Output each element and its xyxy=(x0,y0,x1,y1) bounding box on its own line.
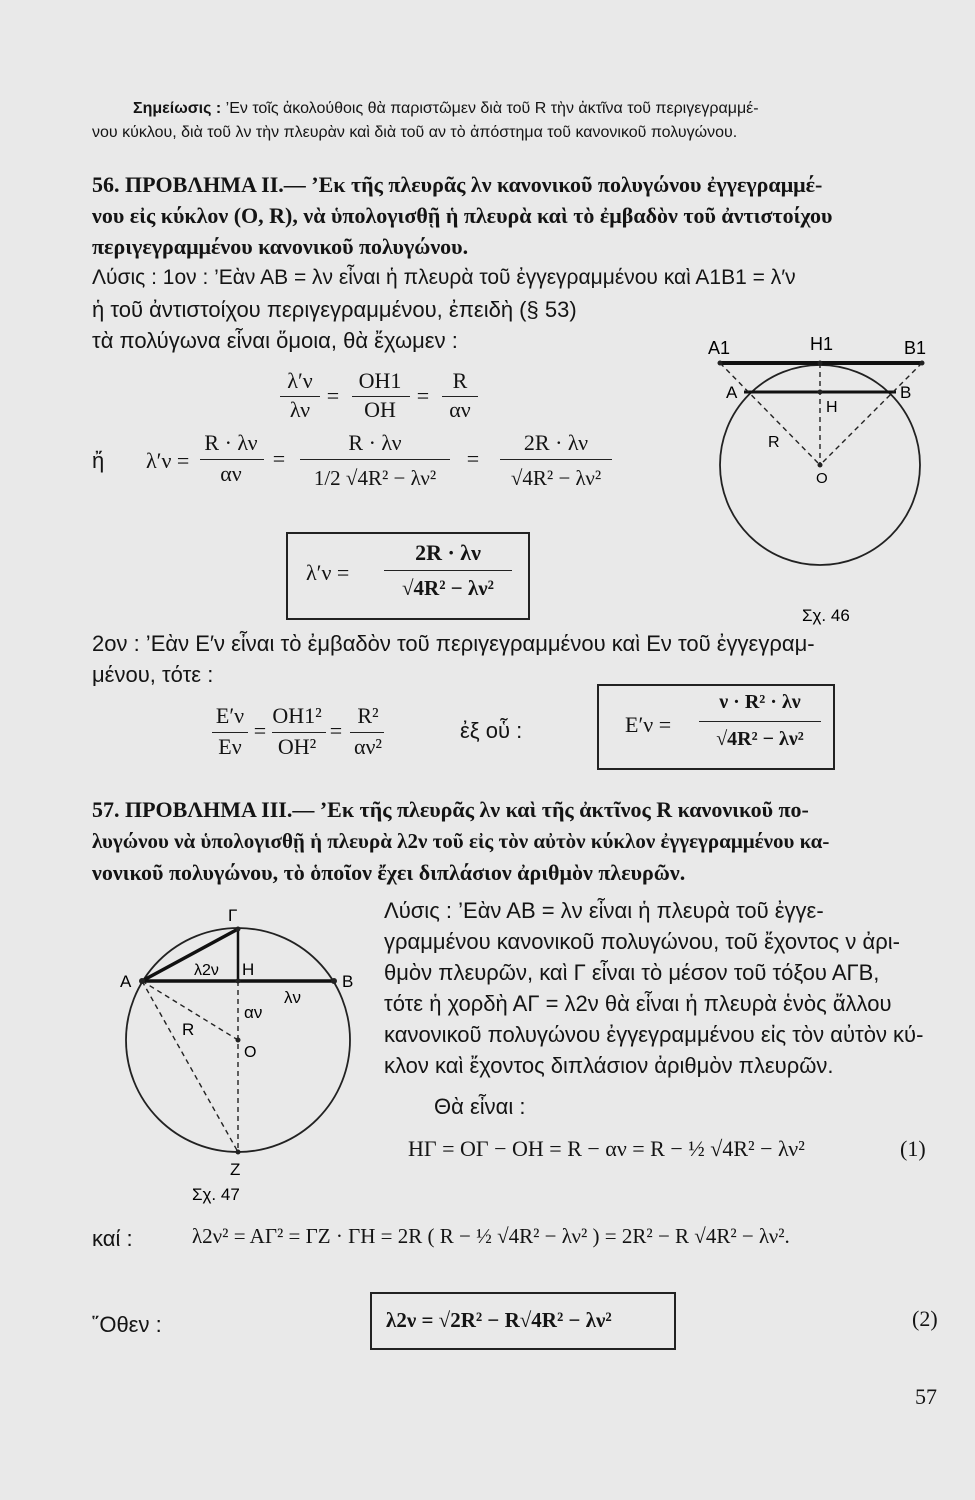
fig46-label: R xyxy=(768,434,780,451)
problem56-solution-3: τὰ πολύγωνα εἶναι ὅμοια, θὰ ἔχωμεν : xyxy=(92,328,458,353)
box1-lhs: λ′ν = xyxy=(306,560,350,585)
fig47-label: λ2ν xyxy=(194,962,219,979)
result-box-lambda2n xyxy=(370,1292,676,1350)
fig47-label: Β xyxy=(342,972,354,991)
problem57-sol-2: γραμμένου κανονικοῦ πολυγώνου, τοῦ ἔχοντος ν ἀρι- xyxy=(384,929,900,954)
ratio-den-1: λν xyxy=(289,397,311,422)
kai-equation: λ2ν² = ΑΓ² = ΓΖ · ΓΗ = 2R ( R − ½ √4R² − λν² ) = 2R² − R √4R² − λν². xyxy=(192,1224,790,1248)
fig47-label: Η xyxy=(242,960,255,979)
lambda-frac1-den: αν xyxy=(220,461,242,486)
problem56-solution-1: Λύσις : 1ον : ’Εὰν ΑΒ = λν εἶναι ἡ πλευρὰ τοῦ ἐγγεγραμμένου καὶ Α1Β1 = λ′ν xyxy=(92,266,796,289)
area-den-2: ΟΗ² xyxy=(277,734,317,759)
ratio-num-2: ΟΗ1 xyxy=(358,368,402,393)
box1-den: √4R² − λν² xyxy=(402,576,494,600)
fig46-label: Η xyxy=(826,399,838,416)
fig46-label: Α xyxy=(726,383,738,402)
area-den-3: αν² xyxy=(353,734,383,759)
figure-47 xyxy=(110,905,370,1215)
eq1-number: (1) xyxy=(900,1136,926,1161)
box2-num: ν · R² · λν xyxy=(719,691,801,713)
fig47-caption: Σχ. 47 xyxy=(192,1185,240,1204)
fig47-label: Α xyxy=(120,972,132,991)
problem56-solution-2: ἡ τοῦ ἀντιστοίχου περιγεγραμμένου, ἐπειδὴ (§ 53) xyxy=(92,297,577,322)
box2-lhs: Ε′ν = xyxy=(625,712,672,737)
lambda-frac3-den: √4R² − λν² xyxy=(510,466,602,490)
fig47-label: Γ xyxy=(228,906,238,925)
lambda-frac3-num: 2R · λν xyxy=(523,430,589,455)
fig47-label: R xyxy=(182,1020,195,1039)
box2-den: √4R² − λν² xyxy=(716,728,804,750)
ratio-num-1: λ′ν xyxy=(287,368,313,393)
eq1: ΗΓ = ΟΓ − ΟΗ = R − αν = R − ½ √4R² − λν² xyxy=(408,1136,805,1161)
lambda-prime-lhs: λ′ν = xyxy=(146,448,190,473)
area-num-3: R² xyxy=(357,703,379,728)
fig47-label: λν xyxy=(284,988,301,1007)
fig46-label: Ο xyxy=(816,470,828,487)
othen-label: ῞Οθεν : xyxy=(92,1312,162,1337)
problem57-heading-2: λυγώνου νὰ ὑπολογισθῇ ἡ πλευρὰ λ2ν τοῦ εἰς τὸν αὐτὸν κύκλον ἐγγεγραμμένου κα- xyxy=(92,829,830,853)
problem57-heading-3: νονικοῦ πολυγώνου, τὸ ὁποῖον ἔχει διπλάσιον ἀριθμὸν πλευρῶν. xyxy=(92,860,686,885)
page-number: 57 xyxy=(915,1384,937,1409)
problem57-sol-4: τότε ἡ χορδὴ ΑΓ = λ2ν θὰ εἶναι ἡ πλευρὰ ἑνὸς ἄλλου xyxy=(384,991,892,1016)
result-box-lambda xyxy=(286,532,530,620)
area-num-2: ΟΗ1² xyxy=(272,703,322,728)
ratio-num-3: R xyxy=(452,368,468,393)
fig47-label: αν xyxy=(244,1003,263,1022)
eq-sign: = xyxy=(416,383,430,408)
fig47-label: Ο xyxy=(244,1044,257,1061)
ex-ou: ἐξ οὗ : xyxy=(460,718,523,743)
area-num-1: Ε′ν xyxy=(215,703,245,728)
problem57-sol-3: θμὸν πλευρῶν, καὶ Γ εἶναι τὸ μέσον τοῦ τόξου ΑΓΒ, xyxy=(384,960,880,985)
problem57-sol-6: κλον καὶ ἔχοντος διπλάσιον ἀριθμὸν πλευρῶν. xyxy=(384,1053,834,1078)
fig46-label: Η1 xyxy=(810,334,834,354)
ratio-den-3: αν xyxy=(449,397,471,422)
lambda-frac2-num: R · λν xyxy=(348,430,402,455)
ratio-den-2: ΟΗ xyxy=(364,397,396,422)
box1-num: 2R · λν xyxy=(415,540,481,565)
lambda-frac2-den: 1/2 √4R² − λν² xyxy=(313,466,437,490)
eq2-number: (2) xyxy=(912,1306,938,1331)
area-den-1: Εν xyxy=(218,734,242,759)
kai-label: καί : xyxy=(92,1226,133,1251)
lambda-frac1-num: R · λν xyxy=(204,430,258,455)
or-word: ἤ xyxy=(92,448,105,473)
problem57-sol-5: κανονικοῦ πολυγώνου ἐγγεγραμμένου εἰς τὸν αὐτὸν κύ- xyxy=(384,1022,924,1047)
problem56-heading-2: νου εἰς κύκλον (Ο, R), νὰ ὑπολογισθῇ ἡ πλευρὰ καὶ τὸ ἐμβαδὸν τοῦ ἀντιστοίχου xyxy=(92,203,833,228)
result-box-area xyxy=(597,684,835,770)
fig46-caption: Σχ. 46 xyxy=(802,606,850,625)
problem57-sol-1: Λύσις : ’Εὰν ΑΒ = λν εἶναι ἡ πλευρὰ τοῦ ἐγγε- xyxy=(384,898,824,923)
tha-einai: Θὰ εἶναι : xyxy=(434,1094,526,1119)
problem57-heading-1: 57. ΠΡΟΒΛΗΜΑ ΙΙΙ.— ’Εκ τῆς πλευρᾶς λν καὶ τῆς ἀκτῖνος R κανονικοῦ πο- xyxy=(92,797,809,822)
box3-formula: λ2ν = √2R² − R√4R² − λν² xyxy=(386,1308,612,1332)
part2-line-1: 2ον : ’Εὰν Ε′ν εἶναι τὸ ἐμβαδὸν τοῦ περιγεγραμμένου καὶ Εν τοῦ ἐγγεγραμ- xyxy=(92,631,815,656)
note-line-2: νου κύκλου, διὰ τοῦ λν τὴν πλευρὰν καὶ διὰ τοῦ αν τὸ ἀπόστημα τοῦ κανονικοῦ πολυγώνου. xyxy=(92,124,738,141)
fig47-label: Ζ xyxy=(230,1160,241,1179)
fig46-label: Β xyxy=(900,383,912,402)
fig46-label: Α1 xyxy=(708,338,731,358)
note-line-1: Σημείωσις : ’Εν τοῖς ἀκολούθοις θὰ παριστῶμεν διὰ τοῦ R τὴν ἀκτῖνα τοῦ περιγεγραμμέ- xyxy=(133,100,759,117)
fig46-label: Β1 xyxy=(904,338,927,358)
figure-46 xyxy=(700,325,950,630)
problem56-heading-1: 56. ΠΡΟΒΛΗΜΑ ΙΙ.— ’Εκ τῆς πλευρᾶς λν κανονικοῦ πολυγώνου ἐγγεγραμμέ- xyxy=(92,172,823,197)
part2-line-2: μένου, τότε : xyxy=(92,662,214,687)
problem56-heading-3: περιγεγραμμένου κανονικοῦ πολυγώνου. xyxy=(92,234,469,259)
eq-sign: = xyxy=(326,383,340,408)
